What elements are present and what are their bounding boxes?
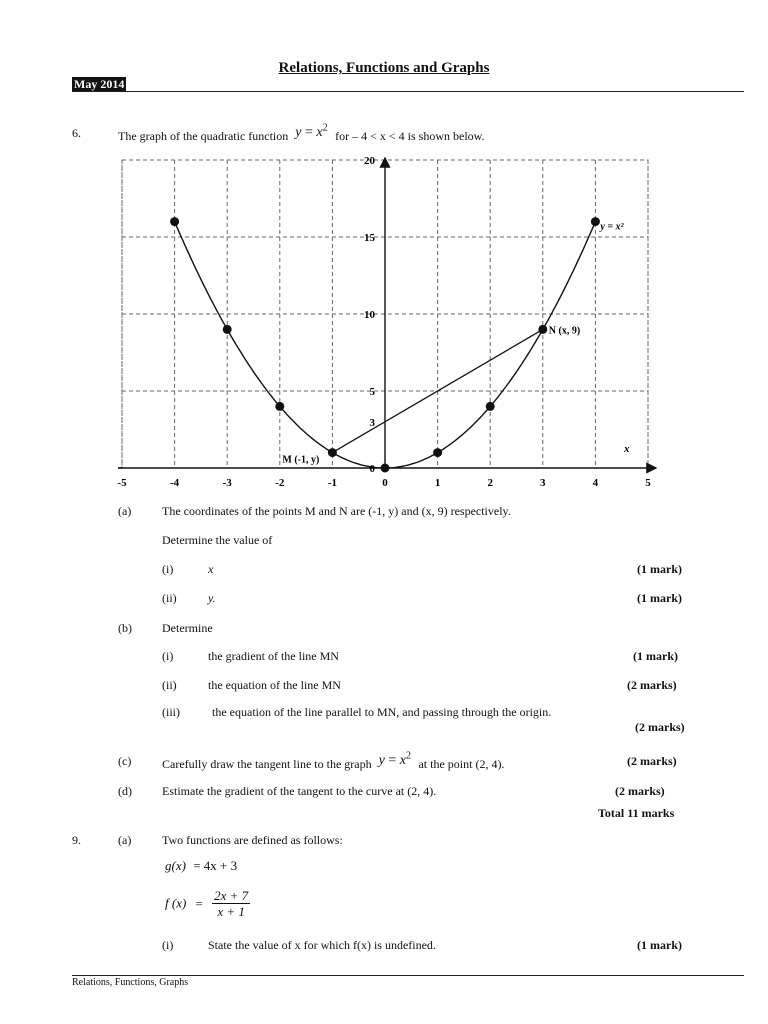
data-point xyxy=(381,464,390,473)
q6-b-ii-label: (ii) xyxy=(162,678,177,692)
point-M-label: M (-1, y) xyxy=(282,454,320,466)
q9-a-text: Two functions are defined as follows: xyxy=(162,833,343,847)
q6-b-ii-marks: (2 marks) xyxy=(627,678,677,692)
x-tick-label: 0 xyxy=(382,477,388,489)
x-tick-label: -4 xyxy=(170,477,180,489)
q9-i-label: (i) xyxy=(162,938,174,952)
q9-f-eq: = xyxy=(195,895,203,911)
q6-c-pre: Carefully draw the tangent line to the graph xyxy=(162,756,372,771)
q6-a-i-marks: (1 mark) xyxy=(637,562,682,576)
q6-fn-y: y xyxy=(295,124,302,140)
x-tick-label: 2 xyxy=(487,477,493,489)
q6-c-fn-eq: = xyxy=(388,752,397,768)
quadratic-graph xyxy=(0,150,768,510)
q6-a-i-label: (i) xyxy=(162,562,174,576)
footer-text: Relations, Functions, Graphs xyxy=(72,977,189,988)
q6-b-iii-marks: (2 marks) xyxy=(635,720,685,734)
q6-a-ii-marks: (1 mark) xyxy=(637,591,682,605)
data-point xyxy=(328,448,337,457)
q6-b-i-text: the gradient of the line MN xyxy=(208,649,339,663)
x-tick-label: -5 xyxy=(117,477,127,489)
q6-fn-exp: 2 xyxy=(322,122,328,133)
q9-f-lhs: f (x) xyxy=(165,895,187,911)
y-tick-label: 3 xyxy=(369,416,375,429)
x-tick-label: 1 xyxy=(434,477,441,489)
q6-b-iii-text: the equation of the line parallel to MN, and passing through the origin. xyxy=(212,705,552,719)
q6-c-fn-y: y xyxy=(378,752,385,768)
data-point xyxy=(275,402,284,411)
q6-fn-eq: = xyxy=(305,124,313,140)
q6-d-label: (d) xyxy=(118,784,132,798)
y-tick-label: 20 xyxy=(364,155,375,167)
x-axis-label: x xyxy=(624,443,630,455)
q6-intro xyxy=(118,122,485,141)
footer-rule xyxy=(72,975,744,976)
data-point xyxy=(223,325,232,334)
curve-label: y = x² xyxy=(600,221,624,233)
x-tick-label: 3 xyxy=(540,477,546,489)
q6-a-ii-label: (ii) xyxy=(162,591,177,605)
q6-b-text: Determine xyxy=(162,621,213,635)
data-point xyxy=(433,448,442,457)
q6-b-i-marks: (1 mark) xyxy=(633,649,678,663)
q6-b-ii-text: the equation of the line MN xyxy=(208,678,341,692)
x-tick-label: 4 xyxy=(592,477,599,489)
x-tick-label: -2 xyxy=(275,477,285,489)
q6-total: Total 11 marks xyxy=(598,806,675,820)
q6-c-post: at the point (2, 4). xyxy=(418,756,505,771)
q6-d-marks: (2 marks) xyxy=(615,784,665,798)
q6-c-function xyxy=(378,750,415,768)
q9-i-marks: (1 mark) xyxy=(637,938,682,952)
q6-a-text: The coordinates of the points M and N are (-1, y) and (x, 9) respectively. xyxy=(162,504,511,518)
page-title: Relations, Functions and Graphs xyxy=(278,60,490,76)
q9-f-numerator: 2x + 7 xyxy=(214,888,249,903)
q6-fn-x: x xyxy=(316,124,323,140)
q9-f-denominator: x + 1 xyxy=(217,904,245,919)
q6-c-marks: (2 marks) xyxy=(627,754,677,768)
q9-f-def xyxy=(165,888,250,919)
q6-number: 6. xyxy=(72,126,81,140)
q6-d-text: Estimate the gradient of the tangent to the curve at (2, 4). xyxy=(162,784,437,798)
y-tick-label: 0 xyxy=(369,463,375,475)
q6-b-iii-label: (iii) xyxy=(162,705,180,719)
x-tick-label: -1 xyxy=(327,477,337,489)
q6-a-ii-text: y. xyxy=(208,591,216,605)
q6-a-label: (a) xyxy=(118,504,132,518)
q9-g-rhs: = 4x + 3 xyxy=(193,858,238,873)
exam-date: May 2014 xyxy=(74,77,125,91)
q6-a-sub: Determine the value of xyxy=(162,533,273,547)
q6-b-label: (b) xyxy=(118,621,132,635)
x-tick-label: -3 xyxy=(222,477,232,489)
y-tick-label: 15 xyxy=(364,232,375,244)
q6-a-i-text: x xyxy=(208,562,214,576)
q9-number: 9. xyxy=(72,833,81,847)
data-point xyxy=(486,402,495,411)
q9-g-lhs: g(x) xyxy=(165,858,186,873)
q9-i-text: State the value of x for which f(x) is undefined. xyxy=(208,938,436,952)
q6-function xyxy=(295,122,331,140)
q9-f-fraction xyxy=(212,888,250,919)
y-tick-label: 5 xyxy=(369,386,375,398)
point-N-label: N (x, 9) xyxy=(548,325,581,337)
data-point xyxy=(591,217,600,226)
q6-c-label: (c) xyxy=(118,754,132,768)
y-tick-label: 10 xyxy=(364,309,375,321)
q6-b-i-label: (i) xyxy=(162,649,174,663)
q6-intro-pre: The graph of the quadratic function xyxy=(118,128,289,143)
q6-c-fn-x: x xyxy=(399,752,406,768)
q9-a-label: (a) xyxy=(118,833,132,847)
data-point xyxy=(538,325,547,334)
x-tick-label: 5 xyxy=(645,477,651,489)
header-rule xyxy=(72,91,744,92)
q6-intro-post: for – 4 < x < 4 is shown below. xyxy=(335,128,485,143)
q9-g-def xyxy=(165,858,237,874)
q6-c-text xyxy=(162,750,504,769)
q6-c-fn-exp: 2 xyxy=(405,750,411,761)
data-point xyxy=(170,217,179,226)
